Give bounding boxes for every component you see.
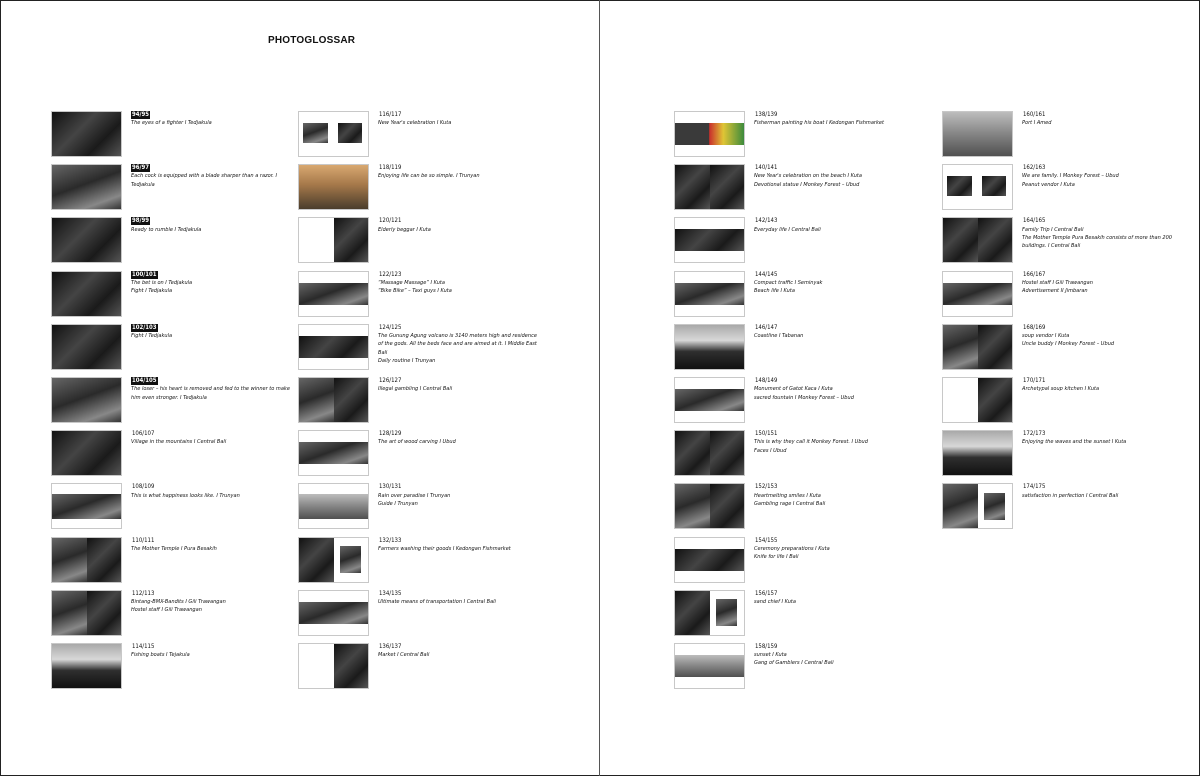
entry-info [131,643,296,660]
photo-caption: Ready to rumble I Tedjakula [131,226,202,233]
photo-image [943,325,978,369]
page-number-label: 146/147 [755,323,778,331]
photo-caption: New Year's celebration on the beach I Kuta [754,173,862,180]
glossary-entry [298,590,538,637]
photo-image [299,494,368,519]
entry-info [1022,324,1187,349]
photo-thumbnail [51,111,122,157]
photo-caption: Compact traffic I Seminyak [754,279,823,286]
photo-thumbnail [674,483,745,529]
glossary-entry [51,377,291,424]
page-number-label: 102/103 [132,323,157,331]
page-number-label: 126/127 [379,376,402,384]
entry-info [1022,271,1187,296]
glossary-entry [942,324,1182,371]
glossary-entry [674,111,914,158]
photo-caption: Faces I Ubud [754,447,787,454]
entry-info [378,217,543,234]
entry-info [378,271,543,296]
page-title: PHOTOGLOSSAR [268,35,356,46]
photo-caption: “Bike Bike” – Taxi guys I Kuta [378,288,452,295]
photo-thumbnail [942,483,1013,529]
photo-caption: Illegal gambling I Central Bali [378,386,453,393]
entry-info [1022,377,1187,394]
page-number-label: 164/165 [1023,217,1046,225]
page-number-label: 172/173 [1023,430,1046,438]
photo-thumbnail [51,430,122,476]
page-number-label: 144/145 [755,270,778,278]
photo-caption: Guide I Trunyan [378,500,418,507]
entry-info [754,537,919,562]
photo-image [675,123,744,145]
entry-info [754,430,919,455]
page-number-label: 106/107 [132,430,155,438]
photo-caption: Daily routine I Trunyan [378,357,436,364]
photo-image [675,431,710,475]
photo-image [675,389,744,411]
photo-caption: Hostel staff I Gili Trawangan [131,607,202,614]
glossary-entry [674,217,914,264]
photo-caption: New Year's celebration I Kuta [378,120,452,127]
page-number-label: 154/155 [755,536,778,544]
photo-image [299,283,368,305]
glossary-entry [674,537,914,584]
photo-caption: Monument of Gatot Kaca I Kuta [754,386,833,393]
page-number-label: 158/159 [755,642,778,650]
page-number-label: 140/141 [755,164,778,172]
page-number-label: 128/129 [379,430,402,438]
photo-image [982,176,1007,196]
glossary-entry [298,111,538,158]
page-number-label: 130/131 [379,483,402,491]
entry-info [1022,483,1187,500]
photo-thumbnail [674,377,745,423]
entry-info [131,217,296,234]
page-number-label: 168/169 [1023,323,1046,331]
page-number-label: 132/133 [379,536,402,544]
photo-image [943,112,1012,156]
glossary-entry [51,537,291,584]
page-number-label: 152/153 [755,483,778,491]
entry-info [378,537,543,554]
entry-info [131,483,296,500]
photo-thumbnail [51,590,122,636]
entry-info [131,430,296,447]
photo-image [943,484,978,528]
page-number-label: 124/125 [379,323,402,331]
photo-thumbnail [942,217,1013,263]
photo-image [52,644,121,688]
photo-caption: Gang of Gamblers I Central Bali [754,660,834,667]
photo-caption: Fisherman painting his boat I Kedongan Fishmarket [754,120,884,127]
page-gutter [599,0,600,776]
photo-thumbnail [942,111,1013,157]
photo-caption: Bintang-BMX-Bandits I Gili Trawangan [131,598,226,605]
photo-image [710,165,745,209]
photo-caption: Knife for life I Bali [754,554,799,561]
glossary-entry [674,271,914,318]
page-number-label: 122/123 [379,270,402,278]
photo-thumbnail [51,377,122,423]
glossary-entry [51,111,291,158]
photo-caption: Ceremony preparations I Kuta [754,545,830,552]
photo-thumbnail [942,324,1013,370]
photo-caption: Village in the mountains I Central Bali [131,439,227,446]
glossary-entry [298,164,538,211]
page-number-label: 108/109 [132,483,155,491]
glossary-entry [51,271,291,318]
photo-caption: Archetypal soup kitchen I Kuta [1022,386,1100,393]
photo-caption: The Mother Temple I Pura Besakih [131,545,217,552]
glossary-entry [298,324,538,371]
photo-image [299,378,334,422]
entry-info [378,164,543,181]
glossary-entry [298,271,538,318]
photo-thumbnail [298,111,369,157]
photo-image [52,591,87,635]
photo-image [675,283,744,305]
photo-caption: Fight I Tedjakula [131,288,173,295]
glossary-entry [298,483,538,530]
photo-caption: Enjoying the waves and the sunset I Kuta [1022,439,1127,446]
photo-caption: Coastline I Tabanan [754,333,804,340]
glossary-entry [298,643,538,690]
photo-image [52,378,121,422]
entry-info [378,483,543,508]
photo-image [87,591,122,635]
photo-caption: This is what happiness looks like. I Trunyan [131,492,240,499]
glossary-entry [674,164,914,211]
photo-image [978,378,1013,422]
photo-caption: We are family. I Monkey Forest – Ubud [1022,173,1119,180]
photo-image [52,165,121,209]
glossary-entry [298,537,538,584]
photo-thumbnail [51,537,122,583]
photo-caption: Hostel staff I Gili Trawangan [1022,279,1093,286]
photo-image [338,123,363,143]
photo-image [947,176,972,196]
entry-info [1022,430,1187,447]
glossary-entry [674,324,914,371]
page-number-label: 138/139 [755,111,778,118]
page-number-label: 162/163 [1023,164,1046,172]
page-number-label: 148/149 [755,376,778,384]
page-number-label: 116/117 [379,111,402,118]
entry-info [131,537,296,554]
photo-caption: Advertisement II Jimbaran [1022,288,1088,295]
photo-caption: Heartmelting smiles I Kuta [754,492,821,499]
photo-image [334,378,369,422]
photo-caption: Market I Central Bali [378,652,430,659]
photo-image [299,336,368,358]
page-number-label: 112/113 [132,589,155,597]
photo-caption: Rain over paradise I Trunyan [378,492,451,499]
glossary-entry [298,377,538,424]
photo-caption: The Mother Temple Pura Besakih consists of more than 200 buildings. I Central Bali [1022,234,1173,250]
page-number-label: 120/121 [379,217,402,225]
entry-info [754,111,919,128]
glossary-column-3 [674,111,914,696]
glossary-entry [51,643,291,690]
photo-image [675,325,744,369]
photo-image [52,272,121,316]
entry-info [754,164,919,189]
page-number-label: 136/137 [379,642,402,650]
glossary-entry [942,164,1182,211]
entry-info [1022,217,1187,250]
glossary-entry [942,430,1182,477]
photo-caption: The bet is on I Tedjakula [131,279,193,286]
photo-image [299,442,368,464]
photo-thumbnail [298,324,369,370]
photo-thumbnail [674,430,745,476]
photo-image [52,431,121,475]
photo-caption: Each cock is equipped with a blade sharper than a razor. I Tedjakula [131,173,277,188]
photo-caption: Devotional statue I Monkey Forest – Ubud [754,181,860,188]
photo-thumbnail [298,537,369,583]
entry-info [378,430,543,447]
page-number-label: 104/105 [132,376,157,384]
glossary-entry [51,430,291,477]
photo-thumbnail [298,217,369,263]
photo-image [710,484,745,528]
entry-info [754,590,919,607]
photo-image [716,599,737,625]
photo-caption: sacred fountain I Monkey Forest – Ubud [754,394,854,401]
entry-info [131,377,296,402]
page-number-label: 156/157 [755,589,778,597]
glossary-entry [674,590,914,637]
photo-thumbnail [674,217,745,263]
glossary-entry [674,377,914,424]
photo-image [978,325,1013,369]
page-number-label: 118/119 [379,164,402,172]
photo-caption: Uncle buddy I Monkey Forest – Ubud [1022,341,1115,348]
photo-thumbnail [674,643,745,689]
photo-caption: sunset I Kuta [754,652,787,659]
photo-image [299,165,368,209]
entry-info [131,111,296,128]
photo-image [675,655,744,677]
entry-info [754,324,919,341]
photo-thumbnail [298,483,369,529]
photo-image [710,431,745,475]
glossary-entry [51,324,291,371]
photo-image [52,538,87,582]
glossary-column-1 [51,111,291,696]
photo-caption: satisfaction in perfection I Central Bali [1022,492,1119,499]
page-number-label: 170/171 [1023,376,1046,384]
photo-caption: Fishing boats I Tejakula [131,652,190,659]
glossary-entry [298,430,538,477]
glossary-entry [942,271,1182,318]
photo-thumbnail [674,164,745,210]
photo-thumbnail [674,537,745,583]
photo-caption: Port I Amed [1022,120,1052,127]
entry-info [378,324,543,365]
glossary-entry [942,377,1182,424]
photo-thumbnail [674,590,745,636]
entry-info [378,590,543,607]
photo-thumbnail [298,164,369,210]
photo-caption: Beach life I Kuta [754,288,795,295]
photo-thumbnail [942,164,1013,210]
entry-info [378,643,543,660]
photo-thumbnail [298,377,369,423]
photo-caption: soup vendor I Kuta [1022,333,1070,340]
photo-image [675,165,710,209]
photo-image [87,538,122,582]
entry-info [754,643,919,668]
photo-image [675,229,744,251]
photo-image [978,218,1013,262]
glossary-column-2 [298,111,538,696]
glossary-entry [942,217,1182,264]
page-number-label: 114/115 [132,642,155,650]
photo-image [675,484,710,528]
entry-info [131,164,296,189]
glossary-entry [298,217,538,264]
page-number-label: 166/167 [1023,270,1046,278]
photo-image [943,431,1012,475]
photo-caption: Elderly beggar I Kuta [378,226,431,233]
photo-image [52,494,121,519]
page-number-label: 142/143 [755,217,778,225]
photo-thumbnail [942,271,1013,317]
photo-thumbnail [51,217,122,263]
entry-info [754,271,919,296]
photo-image [52,325,121,369]
glossary-entry [51,164,291,211]
photo-caption: Ultimate means of transportation I Central Bali [378,598,496,605]
entry-info [378,377,543,394]
page-number-label: 94/95 [132,111,149,118]
page-number-label: 110/111 [132,536,155,544]
photo-image [675,549,744,571]
photo-thumbnail [298,271,369,317]
photo-thumbnail [298,643,369,689]
glossary-entry [942,111,1182,158]
page-number-label: 98/99 [132,217,149,225]
photo-caption: The loser – his heart is removed and fed to the winner to make him even stronger. I Tedjakula [131,386,290,401]
glossary-column-4 [942,111,1182,537]
entry-info [1022,164,1187,189]
entry-info [754,377,919,402]
entry-info [754,483,919,508]
entry-info [131,590,296,615]
entry-info [131,324,296,341]
photo-caption: Peanut vendor I Kuta [1022,181,1075,188]
photo-thumbnail [298,590,369,636]
photo-thumbnail [51,324,122,370]
photo-image [984,493,1005,519]
photo-caption: This is why they call it Monkey Forest. I Ubud [754,439,868,446]
photo-thumbnail [674,324,745,370]
photo-image [299,602,368,624]
glossary-entry [674,430,914,477]
photo-thumbnail [942,430,1013,476]
page-number-label: 150/151 [755,430,778,438]
photo-caption: sand chief I Kuta [754,598,796,605]
page-number-label: 100/101 [132,270,157,278]
page-number-label: 174/175 [1023,483,1046,491]
photo-caption: Gambling rage I Central Bali [754,500,826,507]
photo-image [334,218,369,262]
photo-image [334,644,369,688]
photo-thumbnail [298,430,369,476]
glossary-entry [51,483,291,530]
photo-caption: Everyday life I Central Bali [754,226,821,233]
entry-info [131,271,296,296]
photo-caption: “Massage Massage” I Kuta [378,279,445,286]
entry-info [378,111,543,128]
photo-caption: Family Trip I Central Bali [1022,226,1084,233]
entry-info [754,217,919,234]
page-number-label: 96/97 [132,164,149,172]
page-number-label: 134/135 [379,589,402,597]
photo-caption: Fight I Tedjakula [131,333,173,340]
photo-caption: The eyes of a fighter I Tedjakula [131,120,212,127]
photo-thumbnail [51,643,122,689]
photo-image [943,218,978,262]
glossary-entry [674,643,914,690]
photo-thumbnail [674,271,745,317]
glossary-entry [51,590,291,637]
photo-image [340,546,361,572]
glossary-entry [942,483,1182,530]
glossary-entry [51,217,291,264]
entry-info [1022,111,1187,128]
photo-thumbnail [942,377,1013,423]
glossary-entry [674,483,914,530]
photo-caption: Farmers washing their goods I Kedongan Fishmarket [378,545,511,552]
photo-thumbnail [51,164,122,210]
photo-image [675,591,710,635]
photo-thumbnail [51,483,122,529]
photo-caption: The Gunung Agung volcano is 3140 meters high and residence of the gods. All the beds face and are aimed at it. I Middle East Bali [378,333,537,356]
photo-thumbnail [674,111,745,157]
photo-image [303,123,328,143]
photo-thumbnail [51,271,122,317]
photo-caption: The art of wood carving I Ubud [378,439,456,446]
photo-image [52,112,121,156]
photo-image [52,218,121,262]
page-number-label: 160/161 [1023,111,1046,118]
photo-image [299,538,334,582]
photo-image [943,283,1012,305]
photo-caption: Enjoying life can be so simple. I Trunyan [378,173,480,180]
